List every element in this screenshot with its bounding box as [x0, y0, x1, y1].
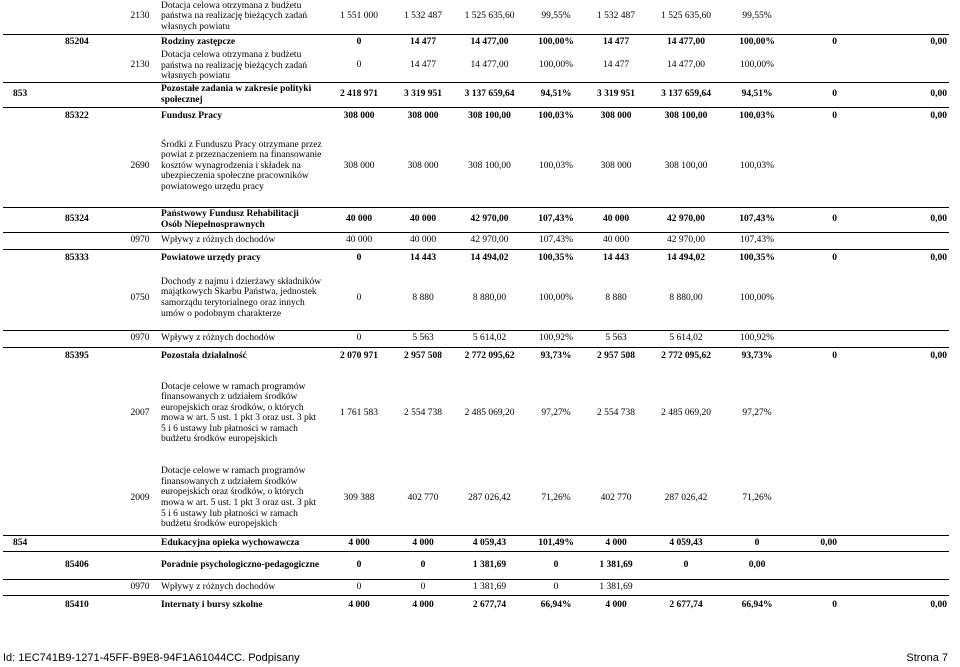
- paragraph-code: 2130: [130, 60, 150, 71]
- item-description: Edukacyjna opieka wychowawcza: [159, 535, 324, 551]
- amount-cell: [789, 125, 839, 207]
- chapter-code: [63, 50, 121, 82]
- amount-cell: 308 000: [343, 160, 375, 171]
- amount-cell: 2 070 971: [324, 347, 394, 365]
- item-description: Pozostałe zadania w zakresie polityki społecznej: [159, 82, 324, 107]
- amount-cell: 308 100,00: [664, 160, 708, 171]
- amount-cell: 1 525 635,60: [661, 11, 711, 22]
- amount-cell: 3 137 659,64: [647, 82, 725, 107]
- amount-cell: 0,00: [839, 347, 949, 365]
- amount-cell: 0: [789, 249, 839, 266]
- table-row: [3, 125, 949, 207]
- amount-cell: 40 000: [394, 232, 452, 249]
- amount-cell: 2 677,74: [452, 595, 527, 614]
- section-code: [3, 365, 63, 461]
- amount-cell: 14 477: [394, 34, 452, 50]
- amount-cell: 5 563: [585, 330, 647, 347]
- amount-cell: 1 381,69: [452, 579, 527, 595]
- section-code: 853: [3, 82, 63, 107]
- amount-cell: 100,00%: [527, 34, 585, 50]
- amount-cell: 2 554 738: [597, 407, 635, 418]
- amount-cell: 14 494,02: [452, 249, 527, 266]
- section-code: [3, 125, 63, 207]
- chapter-code: [63, 461, 121, 535]
- amount-cell: 0: [324, 34, 394, 50]
- amount-cell: 308 100,00: [468, 160, 511, 171]
- subsection-row: [3, 249, 949, 266]
- amount-cell: 308 000: [585, 107, 647, 125]
- amount-cell: 308 100,00: [647, 107, 725, 125]
- amount-cell: 2 677,74: [647, 595, 725, 614]
- paragraph-code: [121, 207, 159, 232]
- amount-cell: 100,35%: [527, 249, 585, 266]
- section-code: [3, 232, 63, 249]
- amount-cell: 100,00%: [725, 34, 789, 50]
- amount-cell: 94,51%: [725, 82, 789, 107]
- item-description: Wpływy z różnych dochodów: [159, 232, 324, 249]
- amount-cell: 14 477,00: [667, 60, 705, 71]
- item-description: Środki z Funduszu Pracy otrzymane przez powiat z przeznaczeniem na finansowanie kosztów wynagrodzenia i składek na ubezpieczenia społeczne pracowników powiatowego urzędu pracy: [161, 139, 322, 192]
- chapter-code: 85322: [63, 107, 121, 125]
- amount-cell: 14 477: [409, 60, 437, 71]
- amount-cell: 0: [789, 34, 839, 50]
- amount-cell: 0: [725, 535, 789, 551]
- amount-cell: 40 000: [585, 207, 647, 232]
- amount-cell: 0: [527, 579, 585, 595]
- chapter-code: [63, 82, 121, 107]
- budget-table: [3, 0, 949, 614]
- paragraph-code: [121, 347, 159, 365]
- document-id: Id: 1EC741B9-1271-45FF-B9E8-94F1A61044CC. Podpisany: [3, 652, 300, 664]
- subsection-row: [3, 207, 949, 232]
- paragraph-code: [121, 34, 159, 50]
- amount-cell: 1 381,69: [585, 579, 647, 595]
- amount-cell: 42 970,00: [647, 207, 725, 232]
- amount-cell: 402 770: [407, 492, 439, 503]
- amount-cell: 107,43%: [527, 232, 585, 249]
- section-row: [3, 82, 949, 107]
- amount-cell: 14 477: [585, 34, 647, 50]
- amount-cell: [839, 0, 949, 34]
- amount-cell: 101,49%: [527, 535, 585, 551]
- chapter-code: [63, 330, 121, 347]
- amount-cell: 0,00: [725, 551, 789, 579]
- amount-cell: 0,00: [839, 107, 949, 125]
- amount-cell: 93,73%: [725, 347, 789, 365]
- amount-cell: 107,43%: [725, 207, 789, 232]
- amount-cell: 14 477,00: [647, 34, 725, 50]
- amount-cell: 0: [394, 579, 452, 595]
- amount-cell: 107,43%: [725, 232, 789, 249]
- amount-cell: 4 000: [324, 595, 394, 614]
- table-row: [3, 50, 949, 82]
- table-row: [3, 365, 949, 461]
- amount-cell: [789, 551, 839, 579]
- item-description: Dotacja celowa otrzymana z budżetu państwa na realizację bieżących zadań własnych powiatu: [161, 0, 308, 33]
- amount-cell: [789, 365, 839, 461]
- amount-cell: 3 137 659,64: [452, 82, 527, 107]
- amount-cell: [839, 535, 949, 551]
- section-code: [3, 34, 63, 50]
- amount-cell: 107,43%: [527, 207, 585, 232]
- amount-cell: 97,27%: [742, 407, 772, 418]
- amount-cell: 2 957 508: [394, 347, 452, 365]
- amount-cell: 14 494,02: [647, 249, 725, 266]
- amount-cell: 0: [356, 292, 362, 303]
- section-code: [3, 249, 63, 266]
- amount-cell: 40 000: [324, 232, 394, 249]
- paragraph-code: 0970: [121, 330, 159, 347]
- amount-cell: 2 418 971: [324, 82, 394, 107]
- amount-cell: 1 381,69: [585, 551, 647, 579]
- amount-cell: [789, 50, 839, 82]
- amount-cell: 4 000: [585, 535, 647, 551]
- amount-cell: 3 319 951: [585, 82, 647, 107]
- item-description: Dotacje celowe w ramach programów finansowanych z udziałem środków europejskich oraz środków, o których mowa w art. 5 ust. 1 pkt 3 oraz ust. 3 pkt 5 i 6 ustawy lub płatności w ramach budżetu środków europejskich: [161, 466, 317, 530]
- amount-cell: 0: [789, 82, 839, 107]
- amount-cell: 308 000: [394, 107, 452, 125]
- paragraph-code: 0750: [130, 292, 150, 303]
- section-code: [3, 579, 63, 595]
- amount-cell: 0: [789, 595, 839, 614]
- amount-cell: 100,00%: [538, 60, 574, 71]
- amount-cell: 14 477,00: [470, 60, 509, 71]
- amount-cell: [839, 330, 949, 347]
- amount-cell: 0,00: [839, 249, 949, 266]
- amount-cell: 0: [324, 551, 394, 579]
- amount-cell: 0: [324, 579, 394, 595]
- section-code: [3, 461, 63, 535]
- section-code: 854: [3, 535, 63, 551]
- amount-cell: 66,94%: [725, 595, 789, 614]
- chapter-code: 85333: [63, 249, 121, 266]
- amount-cell: 42 970,00: [452, 207, 527, 232]
- chapter-code: [63, 365, 121, 461]
- amount-cell: 0,00: [839, 595, 949, 614]
- amount-cell: 1 532 487: [404, 11, 442, 22]
- amount-cell: 100,92%: [725, 330, 789, 347]
- amount-cell: 287 026,42: [468, 492, 511, 503]
- section-code: [3, 266, 63, 330]
- paragraph-code: 2690: [130, 160, 150, 171]
- amount-cell: 5 614,02: [452, 330, 527, 347]
- item-description: Poradnie psychologiczno-pedagogiczne: [159, 551, 324, 579]
- chapter-code: 85395: [63, 347, 121, 365]
- amount-cell: [839, 50, 949, 82]
- item-description: Pozostała działalność: [159, 347, 324, 365]
- amount-cell: 14 477: [602, 60, 630, 71]
- paragraph-code: 2130: [130, 11, 150, 22]
- amount-cell: 2 772 095,62: [452, 347, 527, 365]
- amount-cell: 1 525 635,60: [464, 11, 515, 22]
- section-row: [3, 535, 949, 551]
- amount-cell: 0,00: [839, 82, 949, 107]
- amount-cell: 99,55%: [742, 11, 772, 22]
- section-code: [3, 347, 63, 365]
- item-description: Dotacje celowe w ramach programów finansowanych z udziałem środków europejskich oraz środków, o których mowa w art. 5 ust. 1 pkt 3 oraz ust. 3 pkt 5 i 6 ustawy lub płatności w ramach budżetu środków europejskich: [161, 381, 317, 445]
- amount-cell: 308 000: [600, 160, 632, 171]
- amount-cell: 0: [647, 551, 725, 579]
- paragraph-code: 2009: [130, 492, 150, 503]
- subsection-row: [3, 595, 949, 614]
- amount-cell: [839, 125, 949, 207]
- amount-cell: 5 614,02: [647, 330, 725, 347]
- table-row: [3, 0, 949, 34]
- subsection-row: [3, 551, 949, 579]
- amount-cell: 287 026,42: [664, 492, 708, 503]
- amount-cell: [839, 266, 949, 330]
- amount-cell: 308 000: [407, 160, 439, 171]
- table-row: [3, 232, 949, 249]
- amount-cell: 2 772 095,62: [647, 347, 725, 365]
- amount-cell: 100,00%: [739, 60, 775, 71]
- table-row: [3, 579, 949, 595]
- item-description: Wpływy z różnych dochodów: [159, 330, 324, 347]
- amount-cell: 100,00%: [739, 292, 775, 303]
- amount-cell: [839, 551, 949, 579]
- item-description: Dochody z najmu i dzierżawy składników majątkowych Skarbu Państwa, jednostek samorządu terytorialnego oraz innych umów o podobnym charakterze: [161, 276, 322, 319]
- table-row: [3, 461, 949, 535]
- paragraph-code: [121, 535, 159, 551]
- amount-cell: 2 554 738: [404, 407, 442, 418]
- amount-cell: [789, 461, 839, 535]
- item-description: Państwowy Fundusz Rehabilitacji Osób Niepełnosprawnych: [159, 207, 324, 232]
- amount-cell: 0: [356, 60, 362, 71]
- amount-cell: 100,35%: [725, 249, 789, 266]
- chapter-code: 85410: [63, 595, 121, 614]
- paragraph-code: 0970: [121, 232, 159, 249]
- amount-cell: 40 000: [394, 207, 452, 232]
- chapter-code: 85324: [63, 207, 121, 232]
- amount-cell: 1 381,69: [452, 551, 527, 579]
- item-description: Powiatowe urzędy pracy: [159, 249, 324, 266]
- amount-cell: 100,03%: [725, 107, 789, 125]
- amount-cell: 0,00: [839, 34, 949, 50]
- amount-cell: 4 059,43: [647, 535, 725, 551]
- amount-cell: 4 000: [585, 595, 647, 614]
- amount-cell: 100,92%: [527, 330, 585, 347]
- amount-cell: 2 485 069,20: [464, 407, 515, 418]
- amount-cell: 4 059,43: [452, 535, 527, 551]
- section-code: [3, 207, 63, 232]
- amount-cell: 66,94%: [527, 595, 585, 614]
- section-code: [3, 0, 63, 34]
- paragraph-code: 2007: [130, 407, 150, 418]
- chapter-code: [63, 579, 121, 595]
- amount-cell: [789, 330, 839, 347]
- amount-cell: 1 551 000: [340, 11, 378, 22]
- item-description: Internaty i bursy szkolne: [159, 595, 324, 614]
- amount-cell: 0,00: [789, 535, 839, 551]
- chapter-code: [63, 232, 121, 249]
- amount-cell: 2 957 508: [585, 347, 647, 365]
- amount-cell: 0: [527, 551, 585, 579]
- amount-cell: 3 319 951: [394, 82, 452, 107]
- section-code: [3, 595, 63, 614]
- amount-cell: 40 000: [585, 232, 647, 249]
- amount-cell: [839, 461, 949, 535]
- amount-cell: 0: [789, 347, 839, 365]
- amount-cell: 8 880,00: [472, 292, 507, 303]
- amount-cell: 5 563: [394, 330, 452, 347]
- amount-cell: 8 880: [605, 292, 627, 303]
- section-code: [3, 551, 63, 579]
- amount-cell: 1 761 583: [340, 407, 378, 418]
- amount-cell: 0,00: [839, 207, 949, 232]
- amount-cell: 308 100,00: [452, 107, 527, 125]
- amount-cell: 308 000: [324, 107, 394, 125]
- amount-cell: [839, 365, 949, 461]
- section-code: [3, 50, 63, 82]
- subsection-row: [3, 347, 949, 365]
- amount-cell: 14 443: [394, 249, 452, 266]
- amount-cell: [725, 579, 789, 595]
- amount-cell: 94,51%: [527, 82, 585, 107]
- paragraph-code: [121, 107, 159, 125]
- amount-cell: 100,03%: [527, 107, 585, 125]
- chapter-code: [63, 266, 121, 330]
- item-description: Rodziny zastępcze: [159, 34, 324, 50]
- amount-cell: 0: [789, 207, 839, 232]
- page-number: Strona 7: [906, 652, 948, 664]
- item-description: Fundusz Pracy: [159, 107, 324, 125]
- amount-cell: 402 770: [600, 492, 632, 503]
- amount-cell: 14 443: [585, 249, 647, 266]
- subsection-row: [3, 107, 949, 125]
- paragraph-code: [121, 82, 159, 107]
- amount-cell: 1 532 487: [597, 11, 635, 22]
- paragraph-code: [121, 595, 159, 614]
- chapter-code: 85406: [63, 551, 121, 579]
- amount-cell: 97,27%: [541, 407, 571, 418]
- amount-cell: 71,26%: [742, 492, 772, 503]
- subsection-row: [3, 34, 949, 50]
- section-code: [3, 107, 63, 125]
- amount-cell: 4 000: [394, 535, 452, 551]
- amount-cell: [789, 266, 839, 330]
- chapter-code: [63, 535, 121, 551]
- paragraph-code: 0970: [121, 579, 159, 595]
- paragraph-code: [121, 551, 159, 579]
- table-body: [3, 0, 949, 614]
- amount-cell: 8 880: [412, 292, 434, 303]
- amount-cell: 40 000: [324, 207, 394, 232]
- chapter-code: [63, 0, 121, 34]
- amount-cell: 2 485 069,20: [661, 407, 711, 418]
- section-code: [3, 330, 63, 347]
- amount-cell: 42 970,00: [452, 232, 527, 249]
- amount-cell: [789, 579, 839, 595]
- amount-cell: 100,03%: [538, 160, 574, 171]
- amount-cell: 14 477,00: [452, 34, 527, 50]
- amount-cell: 4 000: [394, 595, 452, 614]
- amount-cell: 42 970,00: [647, 232, 725, 249]
- amount-cell: 99,55%: [541, 11, 571, 22]
- amount-cell: 0: [324, 330, 394, 347]
- amount-cell: 4 000: [324, 535, 394, 551]
- paragraph-code: [121, 249, 159, 266]
- amount-cell: 8 880,00: [669, 292, 703, 303]
- table-row: [3, 330, 949, 347]
- amount-cell: 0: [789, 107, 839, 125]
- chapter-code: [63, 125, 121, 207]
- item-description: Wpływy z różnych dochodów: [159, 579, 324, 595]
- amount-cell: 0: [394, 551, 452, 579]
- amount-cell: [789, 0, 839, 34]
- item-description: Dotacja celowa otrzymana z budżetu państwa na realizację bieżących zadań własnych powiatu: [161, 50, 308, 82]
- amount-cell: 71,26%: [541, 492, 571, 503]
- table-row: [3, 266, 949, 330]
- amount-cell: 100,03%: [739, 160, 775, 171]
- amount-cell: [647, 579, 725, 595]
- amount-cell: [789, 232, 839, 249]
- amount-cell: [839, 232, 949, 249]
- amount-cell: 100,00%: [538, 292, 574, 303]
- amount-cell: 93,73%: [527, 347, 585, 365]
- amount-cell: [839, 579, 949, 595]
- chapter-code: 85204: [63, 34, 121, 50]
- amount-cell: 309 388: [343, 492, 375, 503]
- amount-cell: 0: [324, 249, 394, 266]
